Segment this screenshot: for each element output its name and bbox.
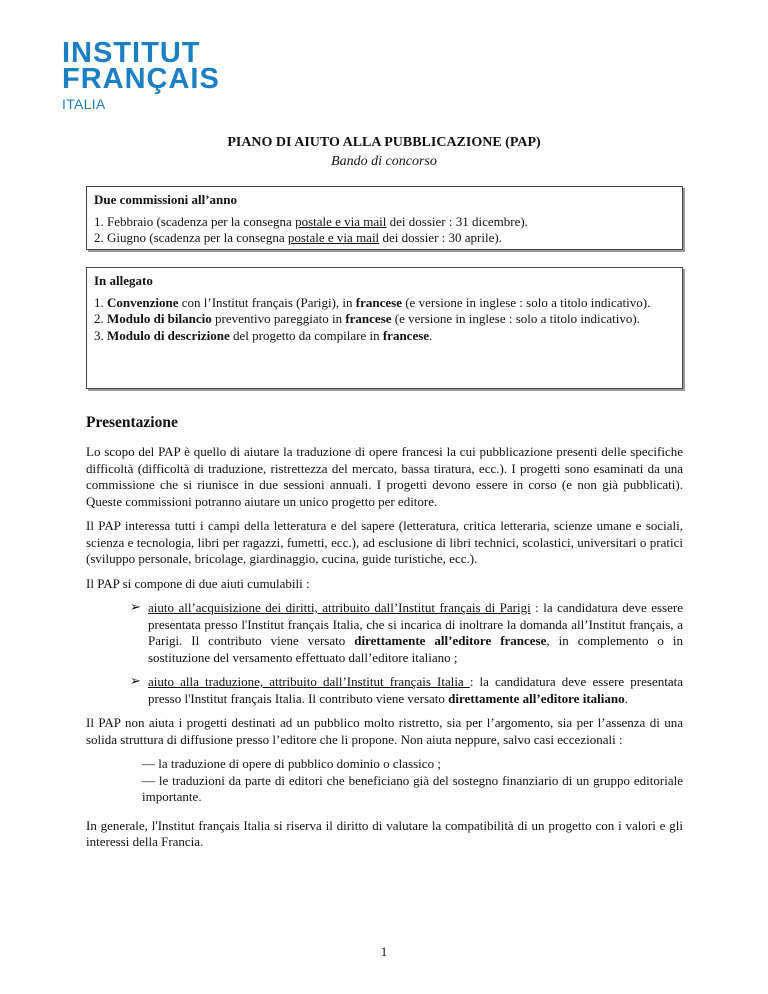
paragraph-fields: Il PAP interessa tutti i campi della letteratura e del sapere (letteratura, critica letteraria, scienze umane e sociali, scienza e tecnologia, libri per ragazzi, fumetti, ecc.), ad esclusione di libri technici, scolastici, universitari o pratici (sviluppo personale, bricolage, giardinaggio, cucina, guide turistiche, ecc.). (86, 518, 683, 566)
arrow-bullet-icon: ➢ (130, 674, 141, 689)
commissions-heading: Due commissioni all’anno (94, 192, 238, 207)
paragraph-compatibility: In generale, l'Institut français Italia si riserva il diritto di valutare la compatibilità di un progetto con i valori e gli interessi della Francia. (86, 817, 683, 849)
exclusion-item-1: — la traduzione di opere di pubblico dominio o classico ; (142, 756, 441, 771)
logo-line-italia: ITALIA (62, 96, 106, 112)
section-heading-presentazione: Presentazione (86, 414, 178, 431)
list-item-translation-aid: ➢ aiuto alla traduzione, attribuito dall’Institut français Italia : la candidatura deve essere presentata presso l'Institut français Italia. Il contributo viene versato direttamente all’editore italiano. (130, 674, 684, 706)
institut-francais-logo (62, 37, 220, 112)
exclusion-item-2: — le traduzioni da parte di editori che beneficiano già del sostegno finanziario di un gruppo editoriale importante. (142, 772, 683, 804)
attachment-item-1: 1. Convenzione con l’Institut français (Parigi), in francese (e versione in inglese : solo a titolo indicativo). (94, 294, 651, 310)
attachments-heading: In allegato (94, 273, 153, 288)
document-title: PIANO DI AIUTO ALLA PUBBLICAZIONE (PAP) (227, 135, 541, 150)
document-subtitle: Bando di concorso (331, 154, 437, 169)
page-number: 1 (380, 944, 388, 959)
paragraph-exclusions: Il PAP non aiuta i progetti destinati ad un pubblico molto ristretto, sia per l’argomento, sia per l’assenza di una solida struttura di diffusione presso l’editore che li propone. Non aiuta neppure, salvo casi eccezionali : (86, 715, 683, 747)
list-item-rights-aid: ➢ aiuto all’acquisizione dei diritti, attribuito dall’Institut français di Parigi : la candidatura deve essere presentata presso l'Institut français Italia, che si incarica di inoltrare la domanda all’Institut français, a Parigi. Il contributo viene versato direttamente all’editore francese, in complemento o in sostituzione del versamento effettuato dall’editore italiano ; (130, 600, 683, 665)
document-body (86, 444, 683, 859)
exclusions-list (86, 756, 683, 806)
attachment-item-3: 3. Modulo di descrizione del progetto da compilare in francese. (94, 327, 433, 343)
paragraph-scope: Lo scopo del PAP è quello di aiutare la traduzione di opere francesi la cui pubblicazione presenti delle specifiche difficoltà (difficoltà di traduzione, ristrettezza del mercato, bassa tiratura, ecc.). I progetti sono esaminati da una commissione che si riunisce in due sessioni annuali. I progetti devono essere in corso (e non già pubblicati). Queste commissioni potranno aiutare un unico progetto per editore. (86, 444, 683, 509)
attachments-box (86, 267, 683, 389)
arrow-bullet-icon: ➢ (130, 600, 141, 615)
commissions-box (86, 186, 683, 250)
paragraph-components: Il PAP si compone di due aiuti cumulabili : (86, 575, 310, 591)
attachment-item-2: 2. Modulo di bilancio preventivo pareggiato in francese (e versione in inglese : solo a titolo indicativo). (94, 311, 640, 326)
commission-item-1: 1. Febbraio (scadenza per la consegna postale e via mail dei dossier : 31 dicembre). (94, 213, 528, 229)
logo-line-francais: FRANÇAIS (62, 63, 220, 95)
logo-line-institut: INSTITUT (62, 37, 201, 69)
commission-item-2: 2. Giugno (scadenza per la consegna postale e via mail dei dossier : 30 aprile). (94, 230, 502, 245)
